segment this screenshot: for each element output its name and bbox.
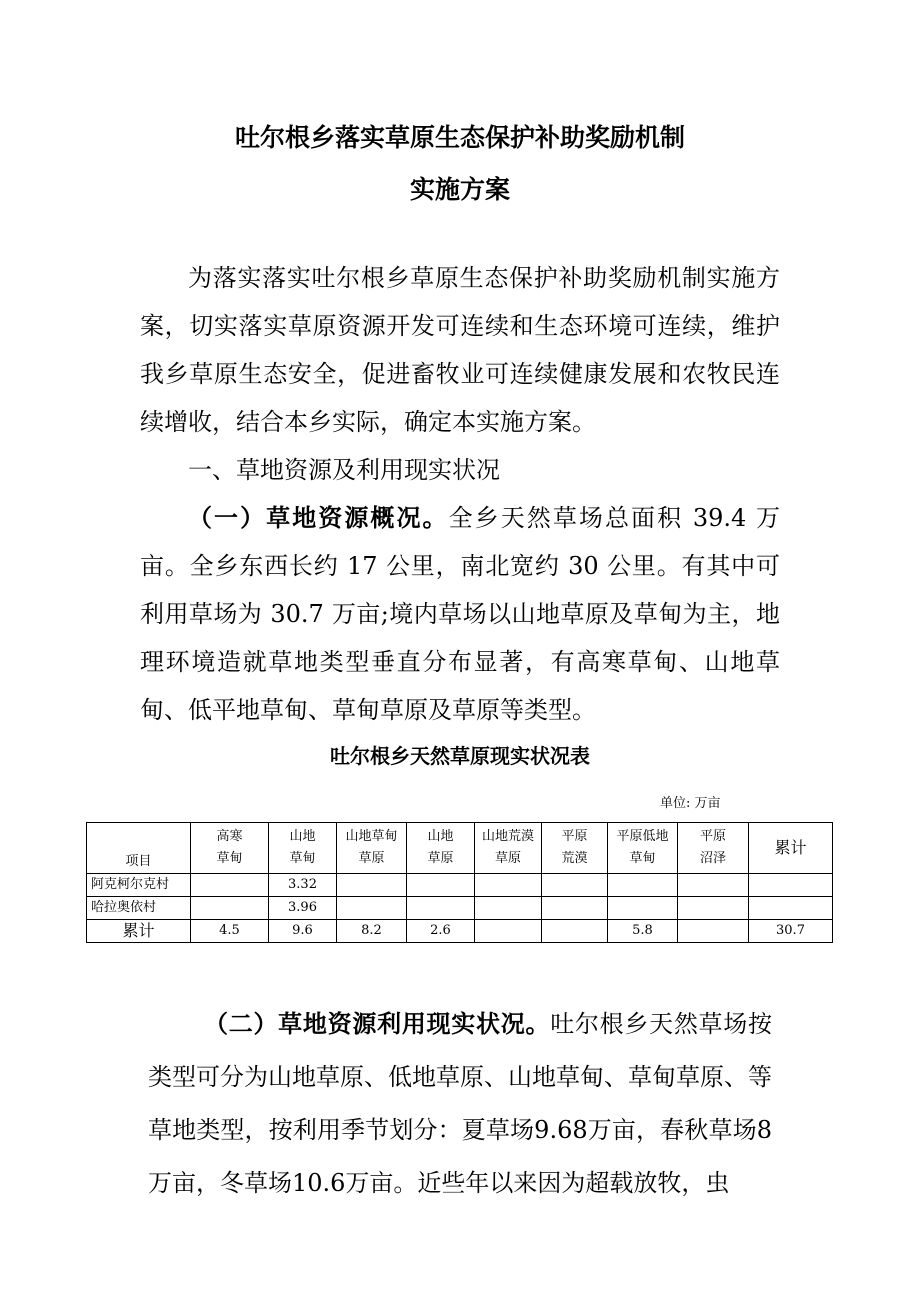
- header-cell: 项目: [87, 823, 191, 874]
- table-cell: [475, 874, 542, 897]
- unit-label: 单位: 万亩: [660, 796, 721, 811]
- table-title: 吐尔根乡天然草原现实状况表: [330, 744, 590, 768]
- header-cell: 山地 草原: [407, 823, 475, 874]
- subsection1-text: 全乡天然草场总面积 39.4 万亩。全乡东西长约 17 公里，南北宽约 30 公里。有其中可利用草场为 30.7 万亩;境内草场以山地草原及草甸为主，地理环境造就草地类型垂直分布显著，有高寒草甸、山地草甸、低平地草甸、草甸草原及草原等类型。: [140, 504, 780, 724]
- table-total-row: [87, 920, 833, 943]
- row-label-cell: 累计: [87, 920, 191, 943]
- table-row: [87, 897, 833, 920]
- table-cell: 5.8: [608, 920, 678, 943]
- table-cell: [475, 920, 542, 943]
- subsection2-heading: （二）草地资源利用现实状况。: [204, 1010, 551, 1038]
- table-row: [87, 874, 833, 897]
- table-cell: [407, 874, 475, 897]
- table-cell: 30.7: [749, 920, 833, 943]
- table-cell: [678, 874, 749, 897]
- table-cell: [749, 897, 833, 920]
- table-header-row: [87, 823, 833, 874]
- table-cell: [337, 897, 407, 920]
- table-cell: [608, 874, 678, 897]
- intro-paragraph: 为落实落实吐尔根乡草原生态保护补助奖励机制实施方案，切实落实草原资源开发可连续和生态环境可连续，维护我乡草原生态安全，促进畜牧业可连续健康发展和农牧民连续增收，结合本乡实际，确定本实施方案。: [140, 264, 780, 436]
- table-cell: [749, 874, 833, 897]
- table-cell: [542, 874, 608, 897]
- header-cell: 累计: [749, 823, 833, 874]
- table-cell: 8.2: [337, 920, 407, 943]
- table-cell: 3.96: [269, 897, 337, 920]
- grassland-table: [86, 822, 833, 943]
- table-cell: 4.5: [191, 920, 269, 943]
- subsection1-heading: （一）草地资源概况。: [188, 504, 449, 532]
- table-cell: [337, 874, 407, 897]
- table-cell: [542, 920, 608, 943]
- header-cell: 山地荒漠 草原: [475, 823, 542, 874]
- subsection2-text: 吐尔根乡天然草场按类型可分为山地草原、低地草原、山地草甸、草甸草原、等草地类型，按利用季节划分：夏草场9.68万亩，春秋草场8万亩，冬草场10.6万亩。近些年以来因为超载放牧，虫: [148, 1010, 773, 1197]
- table-cell: [475, 897, 542, 920]
- document-title-line2: 实施方案: [409, 175, 510, 204]
- section1-heading: 一、草地资源及利用现实状况: [188, 456, 500, 484]
- table-cell: [407, 897, 475, 920]
- table-cell: 3.32: [269, 874, 337, 897]
- subsection1-paragraph: [140, 494, 780, 734]
- header-cell: 山地 草甸: [269, 823, 337, 874]
- header-cell: 平原低地 草甸: [608, 823, 678, 874]
- table-cell: [191, 874, 269, 897]
- table-cell: [678, 897, 749, 920]
- subsection2-paragraph: [148, 998, 772, 1210]
- table-cell: [542, 897, 608, 920]
- table-cell: [191, 897, 269, 920]
- row-label-cell: 阿克柯尔克村: [87, 874, 191, 897]
- document-title-line1: 吐尔根乡落实草原生态保护补助奖励机制: [234, 123, 685, 152]
- table-cell: 2.6: [407, 920, 475, 943]
- table-cell: [608, 897, 678, 920]
- header-cell: 平原 沼泽: [678, 823, 749, 874]
- table-cell: [678, 920, 749, 943]
- row-label-cell: 哈拉奥依村: [87, 897, 191, 920]
- header-cell: 平原 荒漠: [542, 823, 608, 874]
- table-cell: 9.6: [269, 920, 337, 943]
- header-cell: 高寒 草甸: [191, 823, 269, 874]
- header-cell: 山地草甸 草原: [337, 823, 407, 874]
